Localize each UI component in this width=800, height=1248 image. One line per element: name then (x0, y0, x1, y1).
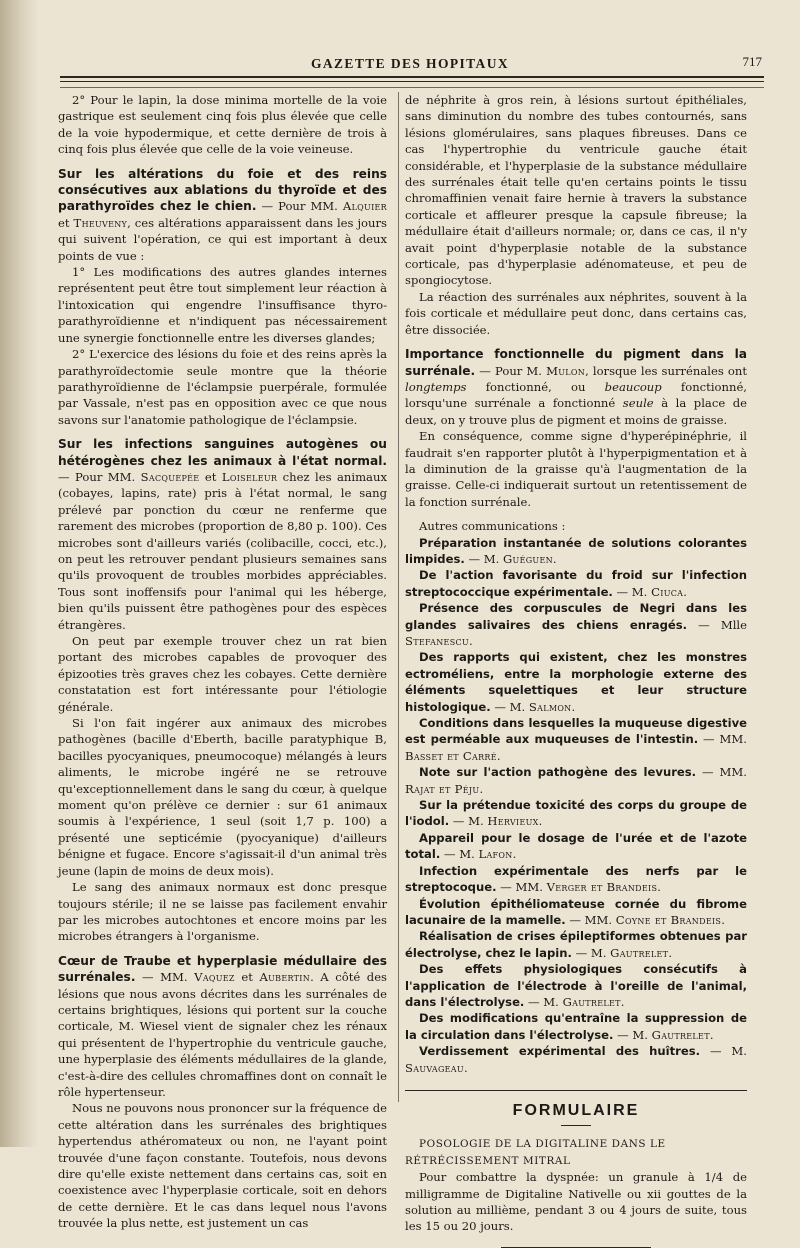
author-name: Basset et Carré (405, 748, 497, 763)
author-name: Stefanescu (405, 634, 469, 648)
communication-item: Note sur l'action pathogène des levures. — MM. Rajat et Péju. (405, 765, 747, 796)
paragraph: En conséquence, comme signe d'hyperépinéphrie, il faudrait s'en rapporter plutôt à l'hyperpigmentation et à la diminution de la graisse qu'à l'augmentation de la graisse. Celle-ci indiquerait surtout un retentissement de la fonction surrénale. (405, 429, 747, 509)
author-name: Coyne et Brandeis (615, 912, 722, 927)
communication-item: Appareil pour le dosage de l'urée et de l'azote total. — M. Lafon. (405, 830, 747, 862)
author-name: Gautrelet (651, 1027, 710, 1042)
header-rule-thin-2 (60, 87, 764, 88)
communication-title: Verdissement expérimental des huîtres. (419, 1044, 701, 1059)
communication-title: Des effets physiologiques consécutifs à l'application de l'électrode à l'oreille de l'animal, dans l'électrolyse. (405, 962, 747, 1009)
communication-title: Présence des corpuscules de Negri dans les glandes salivaires des chiens enragés. (405, 601, 747, 632)
author-name: Loiseleur (221, 469, 278, 484)
running-head (50, 56, 770, 78)
paragraph: Si l'on fait ingérer aux animaux des microbes pathogènes (bacille d'Eberth, bacille paratyphique B, bacilles pyocyaniques, pneumocoque) mélangés à leurs aliments, le microbe ingéré ne se retrouve qu'exceptionnellement dans le sang du cœur, à quelque moment qu'on prélève ce dernier : sur 61 animaux soumis à l'expérience, 1 seul (soit 1,7 p. 100) a présenté une septicémie (pyocyanique) d'ailleurs bénigne et fugace. Encore s'agissait-il d'un animal très jeune (lapin de moins de deux mois). (58, 716, 387, 878)
author-name: Sacquepée (140, 469, 200, 484)
author-name: Theuveny (73, 215, 128, 230)
communication-title: Appareil pour le dosage de l'urée et de l'azote total. (405, 830, 747, 862)
paragraph: 2° Pour le lapin, la dose minima mortelle de la voie gastrique est seulement cinq fois plus élevée que celle de la voie hypodermique, et cette dernière de trois à cinq fois plus élevée que celle de la voie veineuse. (58, 93, 387, 157)
communication-title: Note sur l'action pathogène des levures. (419, 765, 697, 780)
section-pigment: Importance fonctionnelle du pigment dans la surrénale. — Pour M. Mulon, lorsque les surrénales ont longtemps fonctionné, ou beaucoup fonctionné, lorsqu'une surrénale a fonctionné seule à la place de deux, on y trouve plus de pigment et moins de graisse. En conséquence, comme signe d'hyperépinéphrie, il faudrait s'en rapporter plutôt à l'hyperpigmentation et à la diminution de la graisse qu'à l'augmentation de la graisse. Celle-ci indiquerait surtout un retentissement de la fonction surrénale. (405, 347, 748, 509)
communication-title: Des modifications qu'entraîne la suppression de la circulation dans l'électrolyse. (405, 1011, 747, 1042)
author-name: Gautrelet (610, 945, 669, 960)
author-name: Aubertin (259, 970, 311, 985)
left-column (58, 92, 387, 1232)
communication-item: Des modifications qu'entraîne la suppression de la circulation dans l'électrolyse. — M. Gautrelet. (405, 1011, 747, 1042)
author-name: Ciuca (651, 584, 684, 599)
communication-title: Réalisation de crises épileptiformes obtenues par électrolyse, chez le lapin. (405, 929, 747, 960)
section-title: Sur les altérations du foie et des reins consécutives aux ablations du thyroïde et des parathyroïdes chez le chien. (58, 166, 387, 214)
communications-list (405, 535, 747, 1076)
communication-title: Préparation instantanée de solutions colorantes limpides. (405, 535, 747, 566)
author-name: Vaquez (194, 970, 235, 985)
other-communications-label: Autres communications : (419, 519, 566, 534)
author-name: Guéguen (503, 551, 553, 566)
formulaire-text: Pour combattre la dyspnée: un granule à 1/4 de milligramme de Digitaline Nativelle ou xii gouttes de la solution au millième, pendant 3 ou 4 jours de suite, tous les 15 ou 20 jours. (405, 1170, 747, 1234)
header-rule-thin (60, 81, 764, 82)
communication-item: Des effets physiologiques consécutifs à l'application de l'électrode à l'oreille de l'animal, dans l'électrolyse. — M. Gautrelet. (405, 962, 747, 1009)
paragraph: 2° L'exercice des lésions du foie et des reins après la parathyroïdectomie seule montre que la théorie parathyroïdienne de l'éclampsie puerpérale, formulée par Vassale, n'est pas en opposition avec ce que nous savons sur l'anatomie pathologique de l'éclampsie. (58, 347, 387, 427)
communication-title: De l'action favorisante du froid sur l'infection streptococcique expérimentale. (405, 568, 747, 599)
formulaire-subtitle: POSOLOGIE DE LA DIGITALINE DANS LE RÉTRÉCISSEMENT MITRAL (405, 1138, 666, 1167)
author-name: Alquier (342, 199, 387, 214)
author-name: Hervieux (487, 814, 539, 829)
author-name: Gautrelet (562, 994, 621, 1009)
communication-title: Évolution épithéliomateuse cornée du fibrome lacunaire de la mamelle. (405, 896, 747, 927)
author-name: Mulon (546, 363, 586, 378)
communication-item: Des rapports qui existent, chez les monstres ectroméliens, entre la morphologie externe des éléments squelettiques et leur structure histologique. — M. Salmon. (405, 650, 747, 714)
paragraph: On peut par exemple trouver chez un rat bien portant des microbes capables de provoquer des épizooties très graves chez les cobayes. Cette dernière constatation est fort intéressante pour l'étiologie générale. (58, 634, 387, 714)
author-name: Salmon (528, 699, 572, 714)
section-title: Cœur de Traube et hyperplasie médullaire des surrénales. (58, 953, 387, 985)
right-column (405, 92, 747, 1248)
paragraph: Le sang des animaux normaux est donc presque toujours stérile; il ne se laisse pas facilement envahir par les microbes autochtones et encore moins par les microbes étrangers à l'organisme. (58, 880, 387, 944)
page-number: 717 (742, 54, 762, 69)
journal-title: GAZETTE DES HOPITAUX (310, 56, 510, 71)
communication-item: De l'action favorisante du froid sur l'infection streptococcique expérimentale. — M. Ciuca. (405, 568, 747, 599)
column-divider (398, 92, 399, 1102)
author-name: Lafon (478, 847, 513, 862)
communication-title: Infection expérimentale des nerfs par le streptocoque. (405, 863, 747, 895)
communication-item: Préparation instantanée de solutions colorantes limpides. — M. Guéguen. (405, 535, 747, 566)
section-title: Importance fonctionnelle du pigment dans la surrénale. (405, 347, 747, 378)
paragraph: 1° Les modifications des autres glandes internes représentent peut être tout simplement leur réaction à l'intoxication qui engendre l'insuffisance thyro-parathyroïdienne et n'indiquent pas nécessairement une synergie fonctionnelle entre les diverses glandes; (58, 265, 387, 345)
communication-title: Conditions dans lesquelles la muqueuse digestive est perméable aux muqueuses de l'intestin. (405, 716, 747, 747)
author-name: Verger et Brandeis (546, 880, 658, 895)
formulaire-title: FORMULAIRE (405, 1090, 747, 1119)
section-title: Sur les infections sanguines autogènes ou hétérogènes chez les animaux à l'état normal. (58, 437, 387, 468)
communication-item: Évolution épithéliomateuse cornée du fibrome lacunaire de la mamelle. — MM. Coyne et Brandeis. (405, 896, 747, 927)
paragraph: Nous ne pouvons nous prononcer sur la fréquence de cette altération dans les surrénales des brightiques hypertendus athéromateux ou non, ne l'ayant point trouvée d'une façon constante. Toutefois, nous devons dire qu'elle existe nettement dans certains cas, soit en coexistence avec l'hyperplasie corticale, soit en dehors de cette dernière. Et le cas dans lequel nous l'avons trouvée la plus nette, est justement un cas (58, 1101, 387, 1231)
section-traube-heart: Cœur de Traube et hyperplasie médullaire des surrénales. — MM. Vaquez et Aubertin. A côté des lésions que nous avons décrites dans les surrénales de certains brightiques, lésions qui portent sur la couche corticale, M. Wiesel vient de signaler chez les rénaux qui présentent de l'hypertrophie du ventricule gauche, une hyperplasie des éléments médullaires de la glande, c'est-à-dire des cellules chromaffines dont on connaît le rôle hypertenseur. Nous ne pouvons nous prononcer sur la fréquence de cette altération dans les surrénales des brightiques hypertendus athéromateux ou non, ne l'ayant point trouvée d'une façon constante. Toutefois, nous devons dire qu'elle existe nettement dans certains cas, soit en coexistence avec l'hyperplasie corticale, soit en dehors de cette dernière. Et le cas dans lequel nous l'avons trouvée la plus nette, est justement un cas (58, 953, 388, 1231)
author-name: Rajat et Péju (405, 781, 480, 796)
communication-title: Sur la prétendue toxicité des corps du groupe de l'iodol. (405, 798, 747, 829)
section-blood-infections: Sur les infections sanguines autogènes ou hétérogènes chez les animaux à l'état normal. — Pour MM. Sacquepée et Loiseleur chez les animaux (cobayes, lapins, rate) pris à l'état normal, le sang prélevé par ponction du cœur ne renferme que rarement des microbes (proportion de 8,80 p. 100). Ces microbes sont d'ailleurs variés (colibacille, cocci, etc.), on peut les retrouver pendant plusieurs semaines sans qu'ils provoquent de troubles morbides appréciables. Tous sont inoffensifs pour l'animal qui les héberge, bien qu'ils puissent être pathogènes pour des espèces étrangères. On peut par exemple trouver chez un rat bien portant des microbes capables de provoquer des épizooties très graves chez les cobayes. Cette dernière constatation est fort intéressante pour l'étiologie générale. Si l'on fait ingérer aux animaux des microbes pathogènes (bacille d'Eberth, bacille paratyphique B, bacilles pyocyaniques, pneumocoque) mélangés à leurs aliments, le microbe ingéré ne se retrouve qu'exceptionnellement dans le sang du cœur, à quelque moment qu'on prélève ce dernier : sur 61 animaux soumis à l'expérience, 1 seul (soit 1,7 p. 100) a présenté une septicémie (pyocyanique) d'ailleurs bénigne et fugace. Encore s'agissait-il d'un animal très jeune (lapin de moins de deux mois). Le sang des animaux normaux est donc presque toujours stérile; il ne se laisse pas facilement envahir par les microbes autochtones et encore moins par les microbes étrangers à l'organisme. (58, 437, 387, 944)
section-liver-kidney: Sur les altérations du foie et des reins consécutives aux ablations du thyroïde et des parathyroïdes chez le chien. — Pour MM. Alquier et Theuveny, ces altérations apparaissent dans les jours qui suivent l'opération, ce qui est important à deux points de vue : 1° Les modifications des autres glandes internes représentent peut être tout simplement leur réaction à l'intoxication qui engendre l'insuffisance thyro-parathyroïdienne et n'indiquent pas nécessairement une synergie fonctionnelle entre les diverses glandes; 2° L'exercice des lésions du foie et des reins après la parathyroïdectomie seule montre que la théorie parathyroïdienne de l'éclampsie puerpérale, formulée par Vassale, n'est pas en opposition avec ce que nous savons sur l'anatomie pathologique de l'éclampsie. (58, 166, 387, 427)
communication-item: Réalisation de crises épileptiformes obtenues par électrolyse, chez le lapin. — M. Gautrelet. (405, 929, 747, 960)
binding-shadow (0, 0, 38, 1147)
communication-item: Infection expérimentale des nerfs par le streptocoque. — MM. Verger et Brandeis. (405, 863, 747, 895)
paragraph: de néphrite à gros rein, à lésions surtout épithéliales, sans diminution du nombre des tubes contournés, sans lésions glomérulaires, sans plaques fibreuses. Dans ce cas l'hypertrophie du ventricule gauche était considérable, et l'hyperplasie de la substance médullaire des surrénales était telle qu'en certains points le tissu chromaffinien venait faire hernie à travers la substance corticale et affleurer presque la capsule fibreuse; la médullaire était d'ailleurs normale; or, dans ce cas, il n'y avait point d'hyperplasie notable de la substance corticale, pas d'hyperplasie adénomateuse, et peu de spongiocytose. (405, 93, 747, 288)
header-rule (60, 76, 764, 78)
communication-item: Conditions dans lesquelles la muqueuse digestive est perméable aux muqueuses de l'intestin. — MM. Basset et Carré. (405, 716, 747, 763)
communication-title: Des rapports qui existent, chez les monstres ectroméliens, entre la morphologie externe des éléments squelettiques et leur structure histologique. (405, 650, 747, 714)
formulaire-separator (561, 1125, 591, 1126)
author-name: Sauvageau (405, 1060, 464, 1075)
paragraph: La réaction des surrénales aux néphrites, souvent à la fois corticale et médullaire peut donc, dans certains cas, être dissociée. (405, 289, 747, 337)
communication-item: Présence des corpuscules de Negri dans les glandes salivaires des chiens enragés. — Mlle Stefanescu. (405, 601, 747, 648)
communication-item: Verdissement expérimental des huîtres. — M. Sauvageau. (405, 1044, 747, 1075)
communication-item: Sur la prétendue toxicité des corps du groupe de l'iodol. — M. Hervieux. (405, 798, 747, 829)
